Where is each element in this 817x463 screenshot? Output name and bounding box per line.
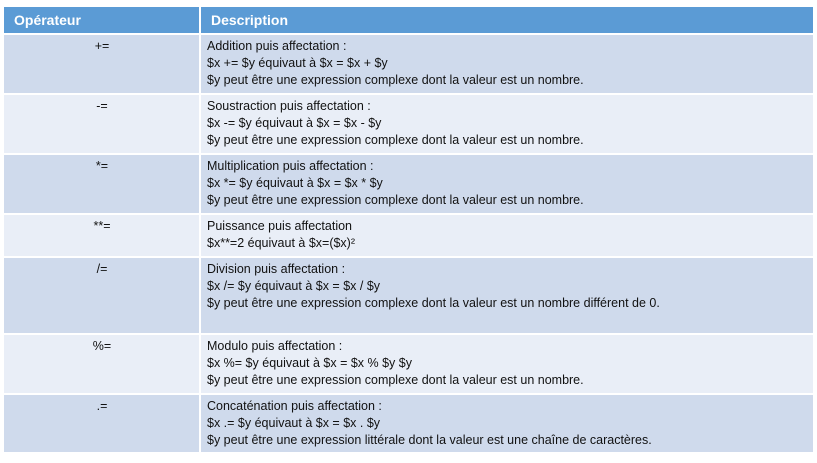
description-line: $x += $y équivaut à $x = $x + $y — [207, 56, 388, 70]
description-line: Soustraction puis affectation : — [207, 99, 371, 113]
operators-table — [4, 7, 813, 452]
table-row — [4, 257, 813, 334]
operator-cell: **= — [4, 214, 200, 257]
operator-cell: *= — [4, 154, 200, 214]
table-row — [4, 34, 813, 94]
description-line: Puissance puis affectation — [207, 219, 353, 233]
description-cell — [200, 154, 813, 214]
header-description: Description — [200, 7, 813, 34]
description-line: Division puis affectation : — [207, 262, 346, 276]
table-row — [4, 214, 813, 257]
description-cell — [200, 94, 813, 154]
operator-cell: .= — [4, 394, 200, 452]
description-line: $y peut être une expression complexe dont la valeur est un nombre. — [207, 73, 584, 87]
header-operator: Opérateur — [4, 7, 200, 34]
description-cell — [200, 214, 813, 257]
description-cell — [200, 334, 813, 394]
table-row — [4, 154, 813, 214]
description-line: $x %= $y équivaut à $x = $x % $y $y — [207, 356, 412, 370]
operator-cell: /= — [4, 257, 200, 334]
description-line: Concaténation puis affectation : — [207, 399, 382, 413]
table-header-row — [4, 7, 813, 34]
description-cell — [200, 394, 813, 452]
description-line: $y peut être une expression complexe dont la valeur est un nombre. — [207, 193, 584, 207]
description-line: Addition puis affectation : — [207, 39, 347, 53]
operator-cell: -= — [4, 94, 200, 154]
description-cell — [200, 34, 813, 94]
table-row — [4, 394, 813, 452]
description-line: Multiplication puis affectation : — [207, 159, 374, 173]
description-line: $y peut être une expression complexe dont la valeur est un nombre. — [207, 373, 584, 387]
table-row — [4, 334, 813, 394]
description-line: $x**=2 équivaut à $x=($x)² — [207, 236, 356, 250]
description-line: $x /= $y équivaut à $x = $x / $y — [207, 279, 381, 293]
description-line: $x -= $y équivaut à $x = $x - $y — [207, 116, 382, 130]
description-line: $y peut être une expression complexe dont la valeur est un nombre. — [207, 133, 584, 147]
description-cell — [200, 257, 813, 334]
description-line: $y peut être une expression littérale dont la valeur est une chaîne de caractères. — [207, 433, 652, 447]
description-line: $y peut être une expression complexe dont la valeur est un nombre différent de 0. — [207, 296, 660, 310]
description-line: Modulo puis affectation : — [207, 339, 343, 353]
description-line: $x *= $y équivaut à $x = $x * $y — [207, 176, 383, 190]
description-line: $x .= $y équivaut à $x = $x . $y — [207, 416, 381, 430]
operator-cell: += — [4, 34, 200, 94]
table-row — [4, 94, 813, 154]
operator-cell: %= — [4, 334, 200, 394]
page-footer-strip — [0, 457, 817, 463]
